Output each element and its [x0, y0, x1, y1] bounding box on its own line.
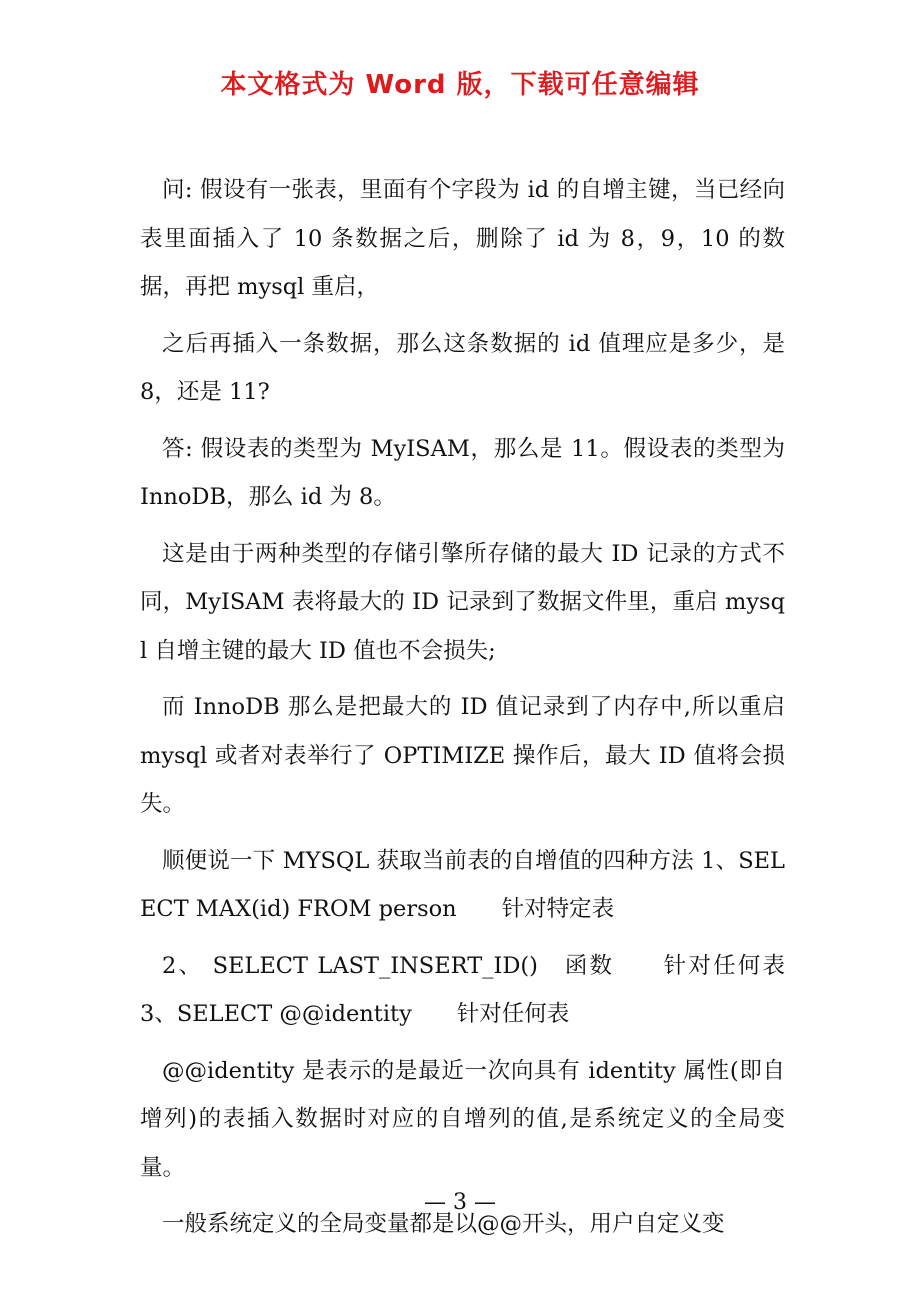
document-body	[140, 166, 785, 1257]
download-banner: 本文格式为 Word 版，下载可任意编辑	[220, 70, 700, 100]
paragraph-identity: @@identity 是表示的是最近一次向具有 identity 属性(即自增列)的表插入数据时对应的自增列的值,是系统定义的全局变量。	[140, 1057, 785, 1181]
page-number: — 3 —	[424, 1190, 496, 1215]
paragraph-question: 问: 假设有一张表，里面有个字段为 id 的自增主键，当已经向表里面插入了 10 条数据之后，删除了 id 为 8，9，10 的数据，再把 mysql 重启，	[140, 177, 785, 300]
paragraph-methods-continued: 2、 SELECT LAST_INSERT_ID() 函数 针对任何表 3、SELECT @@identity 针对任何表	[140, 952, 785, 1027]
paragraph-global-variables: 一般系统定义的全局变量都是以@@开头，用户自定义变	[162, 1211, 725, 1237]
paragraph-methods: 顺便说一下 MYSQL 获取当前表的自增值的四种方法 1、SELECT MAX(id) FROM person 针对特定表	[140, 847, 785, 922]
paragraph-reason: 这是由于两种类型的存储引擎所存储的最大 ID 记录的方式不同，MyISAM 表将最大的 ID 记录到了数据文件里，重启 mysql 自增主键的最大 ID 值也不会损失;	[140, 540, 785, 664]
paragraph-innodb: 而 InnoDB 那么是把最大的 ID 值记录到了内存中,所以重启 mysql 或者对表举行了 OPTIMIZE 操作后，最大 ID 值将会损失。	[140, 694, 785, 817]
paragraph-answer: 答: 假设表的类型为 MyISAM，那么是 11。假设表的类型为 InnoDB，那么 id 为 8。	[140, 435, 785, 510]
paragraph-question-continued: 之后再插入一条数据，那么这条数据的 id 值理应是多少，是 8，还是 11?	[140, 330, 785, 405]
